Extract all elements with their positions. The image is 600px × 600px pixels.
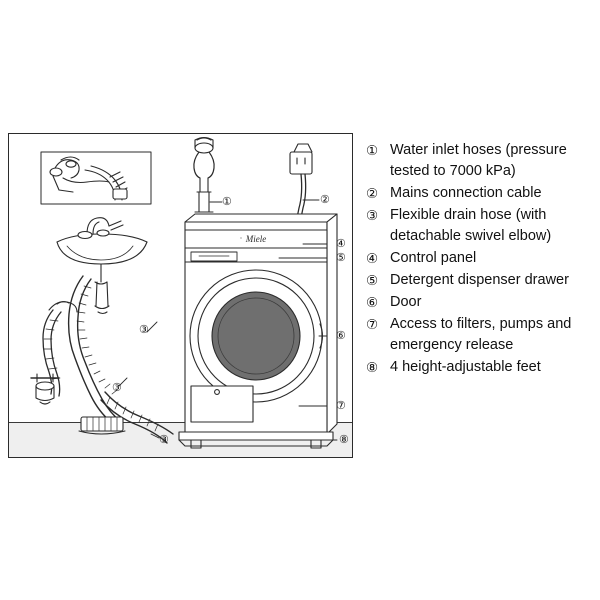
appliance-diagram bbox=[8, 133, 353, 458]
callout-feet: ⑧ bbox=[339, 434, 349, 446]
legend-item bbox=[366, 270, 594, 291]
callout-inlet-hose: ① bbox=[222, 196, 232, 208]
legend-label: 4 height-adjustable feet bbox=[390, 359, 541, 375]
legend-number: ④ bbox=[366, 251, 379, 266]
legend-item bbox=[366, 292, 594, 313]
legend-label: Detergent dispenser drawer bbox=[390, 272, 569, 288]
callout-mains-cable: ② bbox=[320, 194, 330, 206]
callout-drain-hose-3: ③ bbox=[159, 434, 169, 446]
callout-dispenser-drawer: ⑤ bbox=[336, 252, 346, 264]
callout-filter-access: ⑦ bbox=[336, 400, 346, 412]
legend-number: ② bbox=[366, 186, 379, 201]
diagram-linework bbox=[9, 134, 353, 458]
legend-item bbox=[366, 183, 594, 204]
legend-number: ③ bbox=[366, 208, 379, 223]
legend-label: Mains connection cable bbox=[390, 185, 542, 201]
legend-list bbox=[366, 140, 594, 379]
legend-label: Access to filters, pumps and emergency release bbox=[390, 316, 572, 353]
callout-drain-hose-2: ③ bbox=[112, 382, 122, 394]
legend-number: ⑧ bbox=[366, 360, 379, 375]
legend-item bbox=[366, 140, 594, 182]
legend-item bbox=[366, 248, 594, 269]
legend-label: Control panel bbox=[390, 250, 477, 266]
callout-control-panel: ④ bbox=[336, 238, 346, 250]
legend-item bbox=[366, 314, 594, 356]
callout-drain-hose-1: ③ bbox=[139, 324, 149, 336]
legend-label: Water inlet hoses (pressure tested to 7000 kPa) bbox=[390, 142, 567, 179]
callout-door: ⑥ bbox=[336, 330, 346, 342]
legend-number: ⑥ bbox=[366, 295, 379, 310]
legend-item bbox=[366, 205, 594, 247]
legend-label: Door bbox=[390, 294, 422, 310]
legend-label: Flexible drain hose (with detachable swivel elbow) bbox=[390, 207, 552, 244]
legend-number: ① bbox=[366, 143, 379, 158]
legend-item bbox=[366, 357, 594, 378]
legend-number: ⑤ bbox=[366, 273, 379, 288]
brand-wordmark: Miele bbox=[245, 234, 267, 244]
legend-number: ⑦ bbox=[366, 317, 379, 332]
